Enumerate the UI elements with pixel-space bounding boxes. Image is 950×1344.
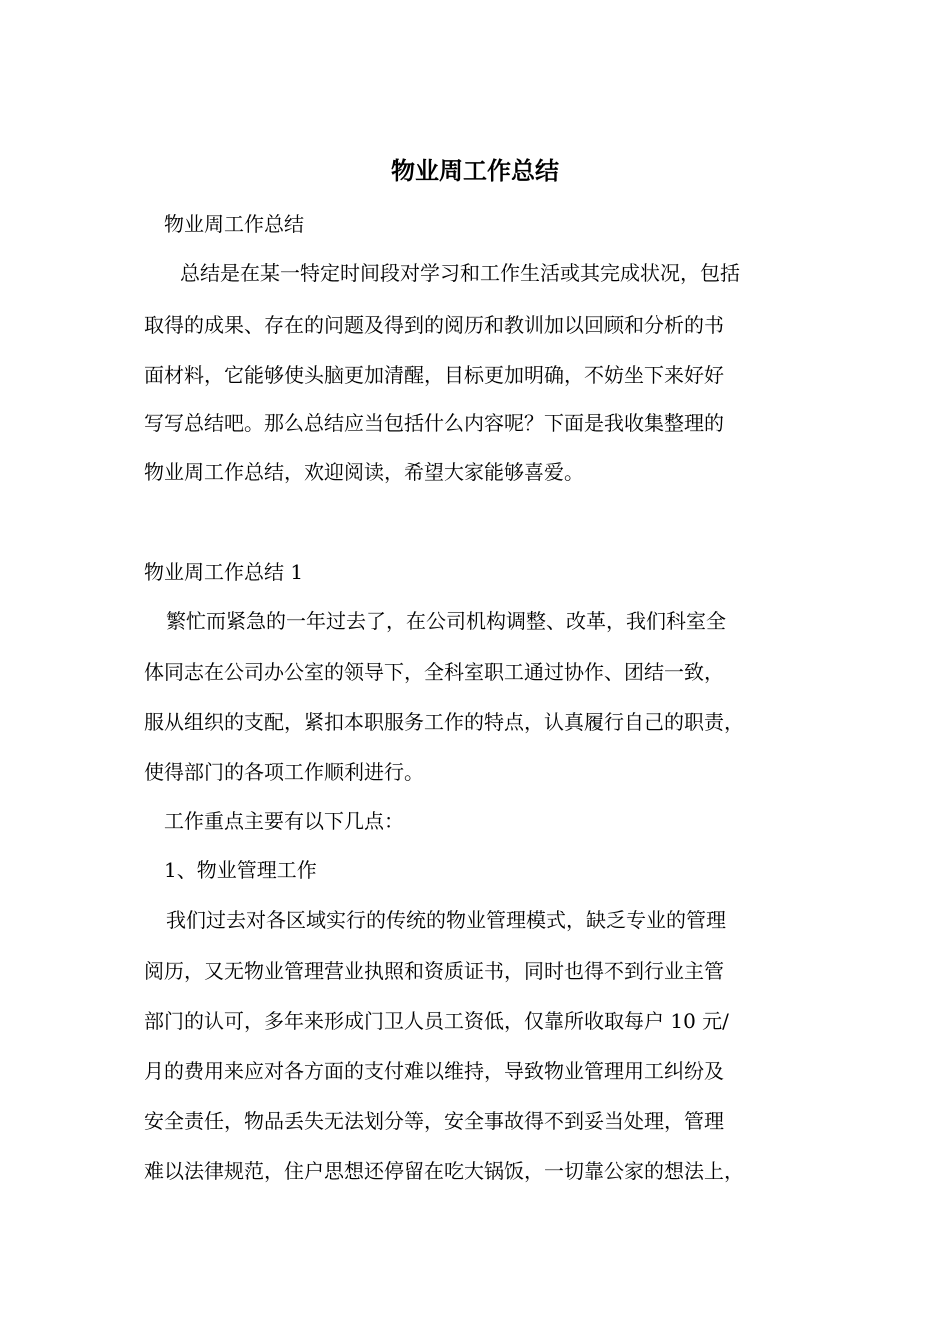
item1-line: 我们过去对各区域实行的传统的物业管理模式，缺乏专业的管理	[166, 908, 726, 932]
item-heading: 1、物业管理工作	[164, 858, 317, 882]
item1-line: 月的费用来应对各方面的支付难以维持，导致物业管理用工纠纷及	[144, 1059, 724, 1083]
intro-line: 取得的成果、存在的问题及得到的阅历和教训加以回顾和分析的书	[144, 313, 724, 337]
item1-line: 阅历，又无物业管理营业执照和资质证书，同时也得不到行业主管	[144, 959, 724, 983]
item1-line: 部门的认可，多年来形成门卫人员工资低，仅靠所收取每户 10 元/	[144, 1009, 729, 1033]
document-subtitle: 物业周工作总结	[164, 212, 304, 236]
section1-line: 体同志在公司办公室的领导下，全科室职工通过协作、团结一致，	[144, 660, 724, 684]
intro-line: 写写总结吧。那么总结应当包括什么内容呢？下面是我收集整理的	[144, 411, 724, 435]
section1-line: 服从组织的支配，紧扣本职服务工作的特点，认真履行自己的职责，	[144, 710, 744, 734]
section-heading: 物业周工作总结 1	[144, 560, 304, 584]
document-title: 物业周工作总结	[391, 157, 559, 185]
intro-line: 物业周工作总结，欢迎阅读，希望大家能够喜爱。	[144, 460, 584, 484]
section1-line: 使得部门的各项工作顺利进行。	[144, 760, 424, 784]
intro-line: 面材料，它能够使头脑更加清醒，目标更加明确，不妨坐下来好好	[144, 363, 724, 387]
item1-line: 难以法律规范，住户思想还停留在吃大锅饭，一切靠公家的想法上，	[144, 1159, 744, 1183]
intro-line: 总结是在某一特定时间段对学习和工作生活或其完成状况，包括	[180, 261, 740, 285]
section1-line: 繁忙而紧急的一年过去了，在公司机构调整、改革，我们科室全	[166, 609, 726, 633]
focus-intro: 工作重点主要有以下几点：	[164, 809, 404, 833]
item1-line: 安全责任，物品丢失无法划分等，安全事故得不到妥当处理，管理	[144, 1109, 724, 1133]
